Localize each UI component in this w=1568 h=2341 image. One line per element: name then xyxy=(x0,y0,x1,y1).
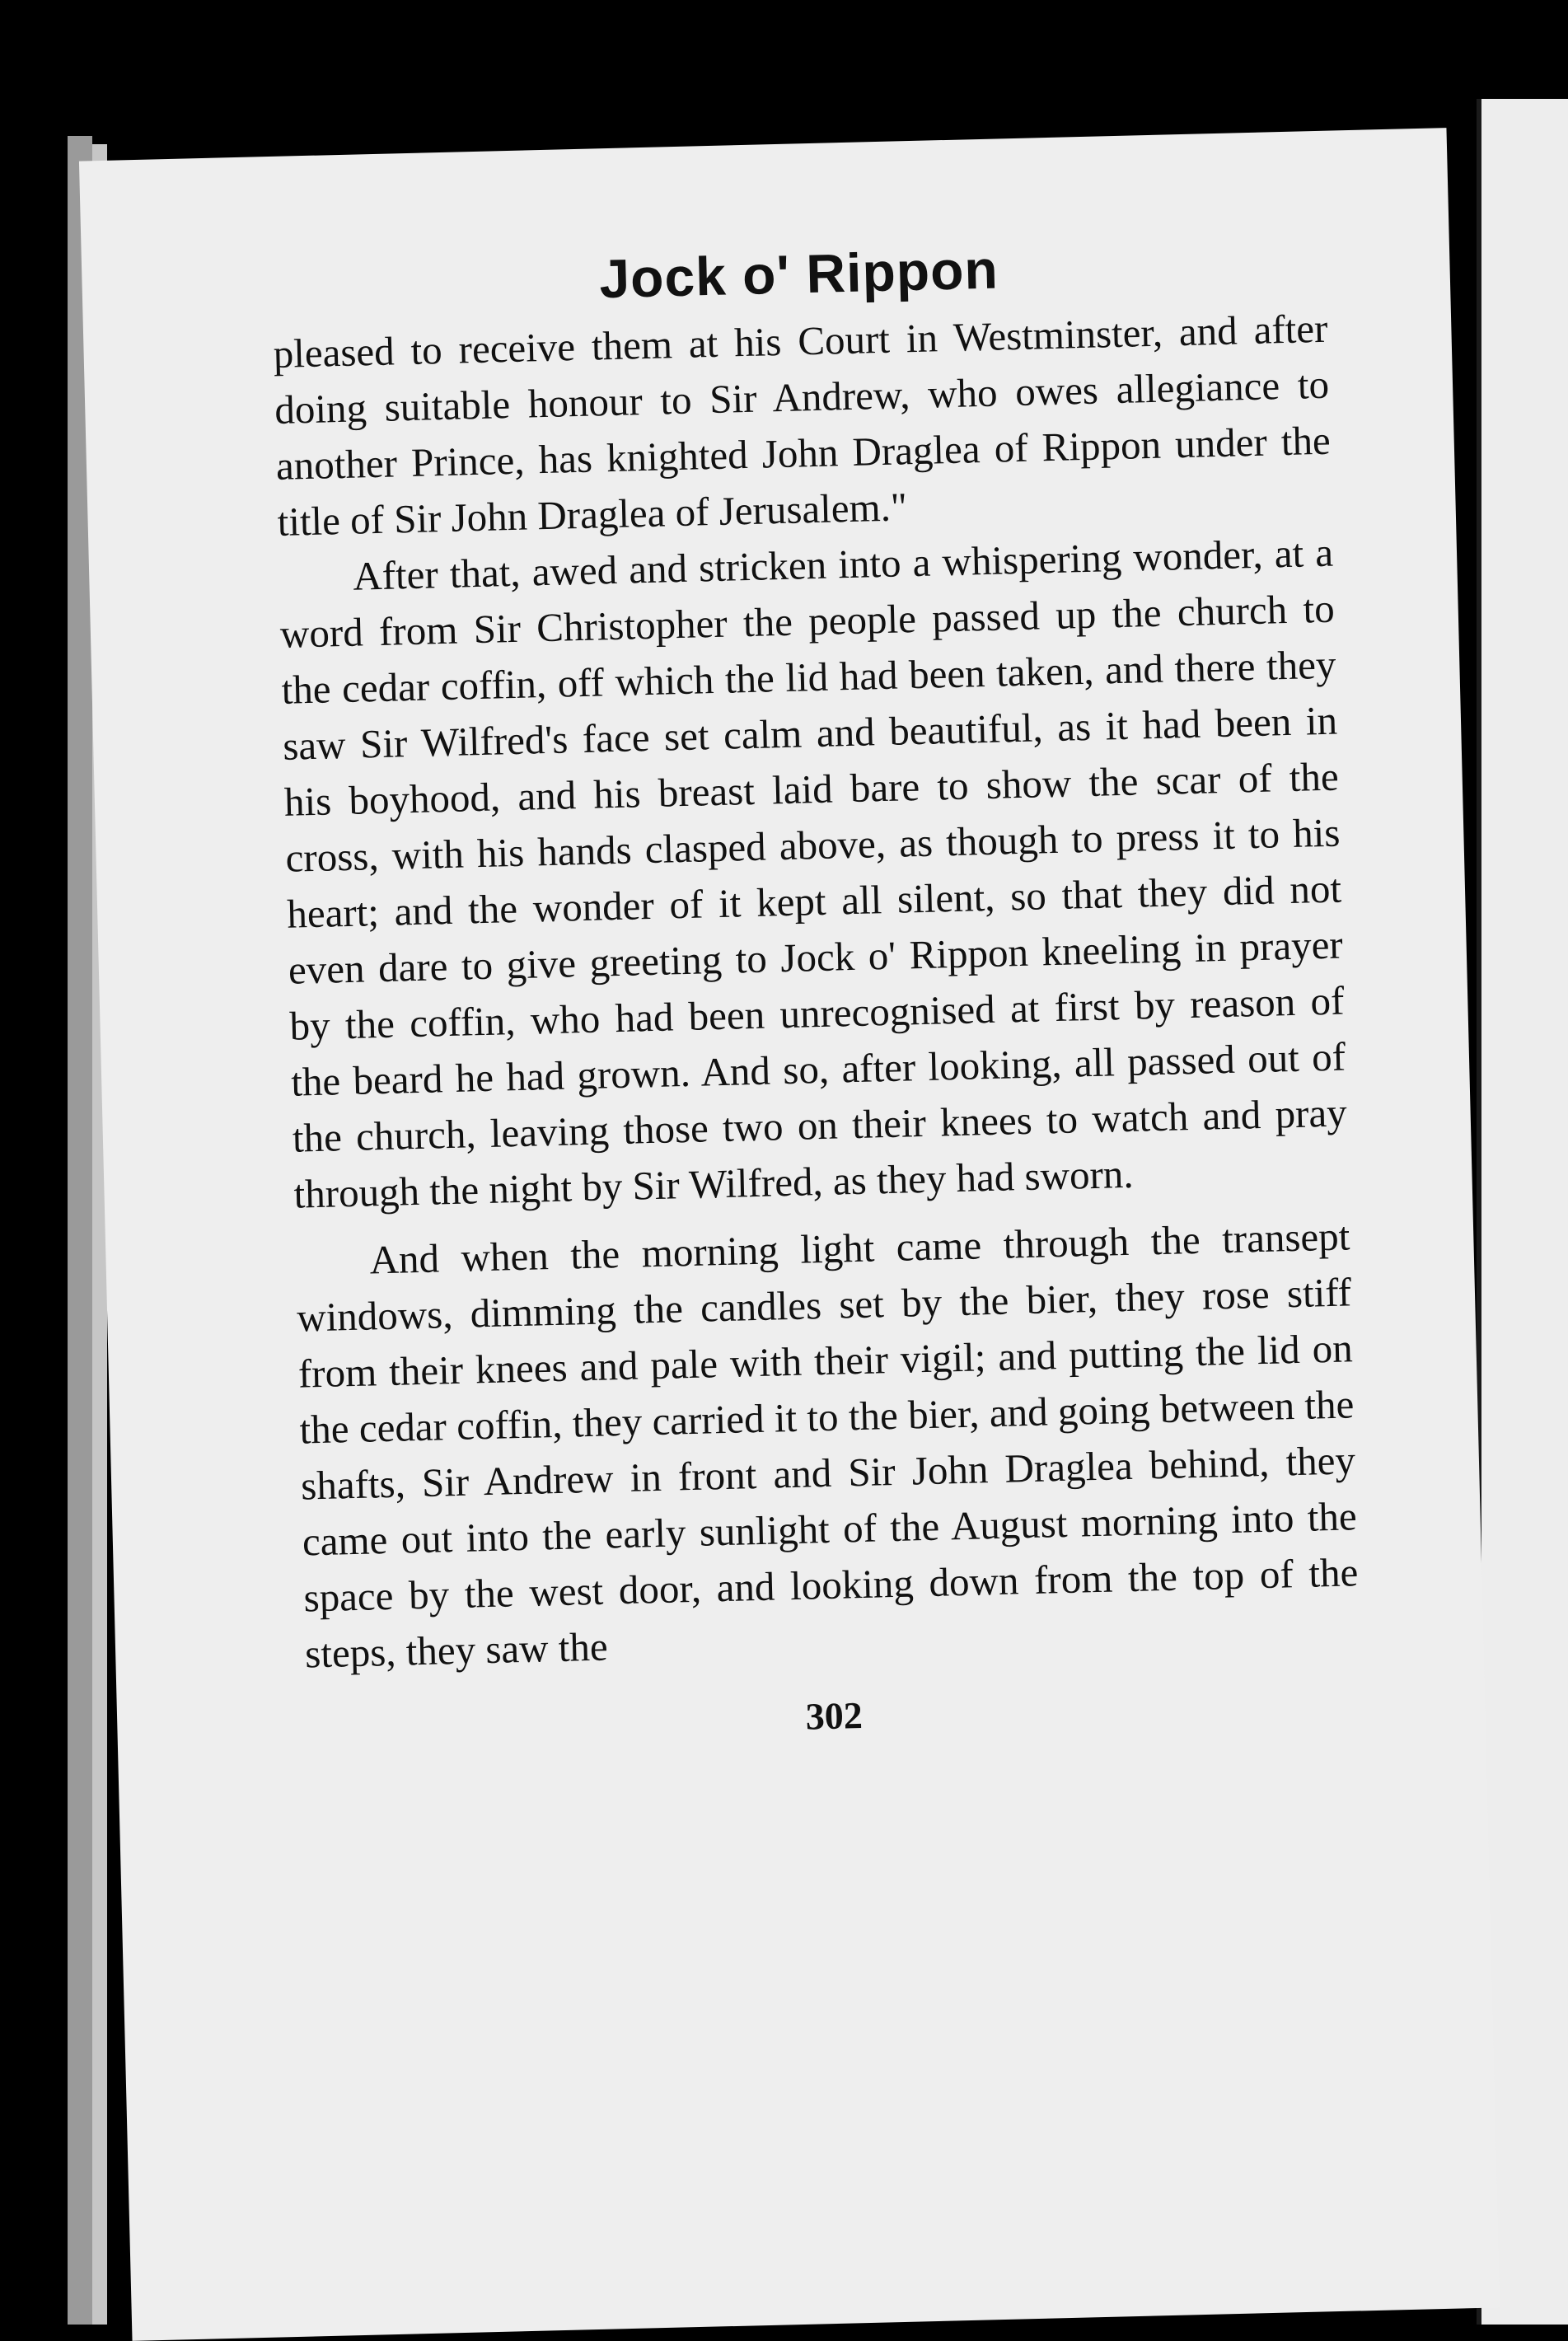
text-block xyxy=(271,230,1362,1751)
paragraph-2: After that, awed and stricken into a whispering wonder, at a word from Sir Christopher the people passed up the church to the cedar coffin, off which the lid had been taken, and there they saw Sir Wilfred's face set calm and beautiful, as it had been in his boyhood, and his breast laid bare to show the scar of the cross, with his hands clasped above, as though to press it to his heart; and the wonder of it kept all silent, so that they did not even dare to give greeting to Jock o' Rippon kneeling in prayer by the coffin, who had been unrecognised at first by reason of the beard he had grown. And so, after looking, all passed out of the church, leaving those two on their knees to watch and pray through the night by Sir Wilfred, as they had sworn. xyxy=(279,529,1348,1217)
book-page xyxy=(79,128,1500,2341)
running-head: Jock o' Rippon xyxy=(598,238,999,310)
paragraph-3: And when the morning light came through the transept windows, dimming the candles set by the bier, they rose stiff from their knees and pale with their vigil; and putting the lid on the cedar coffin, they carried it to the bier, and going between the shafts, Sir Andrew in front and Sir John Draglea behind, they came out into the early sunlight of the August morning into the space by the west door, and looking down from the top of the steps, they saw the xyxy=(296,1213,1359,1677)
page-number: 302 xyxy=(805,1694,864,1738)
paragraph-1: pleased to receive them at his Court in Westminster, and after doing suitable honour to Sir Andrew, who owes allegiance to another Prince, has knighted John Draglea of Rippon under the title of Sir John Draglea of Jerusalem." xyxy=(273,305,1332,545)
